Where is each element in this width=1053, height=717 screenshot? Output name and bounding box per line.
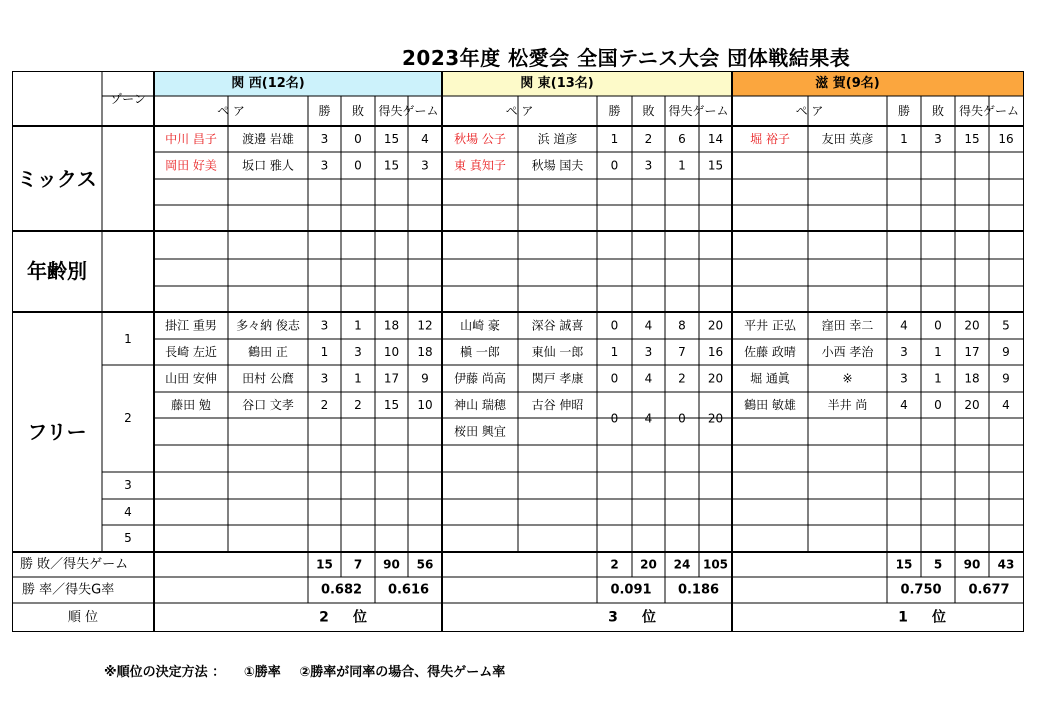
rank-suffix: 位 <box>642 609 656 626</box>
loss-header: 敗 <box>931 104 945 118</box>
total-games-lost: 56 <box>416 557 434 572</box>
total-loss: 20 <box>640 557 657 572</box>
cell-games-won: 8 <box>678 318 686 333</box>
cell-games-lost: 10 <box>417 398 433 412</box>
pair-player1: 桜田 興宜 <box>454 424 506 439</box>
cell-win: 4 <box>900 318 908 333</box>
total-games-won: 90 <box>963 557 981 572</box>
zone-header: ゾーン <box>110 92 146 106</box>
cell-games-won: 10 <box>383 345 400 359</box>
pair-player1: 槇 一郎 <box>460 345 500 359</box>
cell-loss: 3 <box>354 345 362 359</box>
free-zone-1: 1 <box>124 332 132 346</box>
cell-win: 1 <box>900 132 908 146</box>
ranking-note-rule2: ②勝率が同率の場合、得失ゲーム率 <box>299 665 506 680</box>
cell-loss: 1 <box>934 371 942 386</box>
cell-games-won: 0 <box>678 411 686 426</box>
pair-player2: 秋場 国夫 <box>531 158 584 173</box>
page-title: 2023年度 松愛会 全国テニス大会 団体戦結果表 <box>402 46 851 70</box>
pair-player1: 秋場 公子 <box>454 132 506 146</box>
total-games-lost: 105 <box>702 557 729 572</box>
pair-player1: 佐藤 政晴 <box>744 345 796 359</box>
pair-player1: 岡田 好美 <box>165 158 217 173</box>
pair-header: ペ ア <box>795 104 824 118</box>
ranking-note <box>104 661 519 680</box>
cell-games-won: 15 <box>383 398 400 412</box>
cell-games-won: 20 <box>964 398 980 412</box>
cell-win: 3 <box>320 371 329 386</box>
pair-player1: 堀 裕子 <box>750 132 790 146</box>
rank-number: 2 <box>319 609 329 626</box>
pair-player1: 東 真知子 <box>454 158 506 173</box>
pair-player2: 窪田 幸二 <box>821 318 874 333</box>
cell-win: 3 <box>320 132 329 146</box>
cell-loss: 0 <box>354 132 362 146</box>
cell-games-won: 20 <box>964 318 980 333</box>
rank-label: 順 位 <box>67 610 99 625</box>
free-zone-5: 5 <box>124 531 132 545</box>
cell-games-lost: 20 <box>707 411 724 426</box>
game-rate: 0.677 <box>968 582 1010 598</box>
pair-player1: 神山 瑞穂 <box>454 398 506 412</box>
cell-loss: 4 <box>644 371 653 386</box>
pair-header: ペ ア <box>217 104 245 118</box>
team-name: 関 東(13名) <box>520 76 594 91</box>
win-rate: 0.091 <box>610 582 652 598</box>
pair-player1: 山田 安伸 <box>165 371 217 386</box>
cell-loss: 4 <box>644 411 653 426</box>
cell-games-lost: 5 <box>1002 318 1010 333</box>
cell-games-lost: 4 <box>1002 398 1010 412</box>
loss-header: 敗 <box>642 104 655 118</box>
total-loss: 5 <box>933 557 943 572</box>
total-games-lost: 43 <box>997 557 1015 572</box>
total-games-won: 90 <box>383 557 400 572</box>
pair-player2: ※ <box>842 371 853 386</box>
results-table-grid <box>12 71 1024 632</box>
cell-win: 1 <box>320 345 329 359</box>
cell-win: 0 <box>610 371 619 386</box>
category-free: フリー <box>27 420 87 444</box>
pair-player2: 田村 公麿 <box>242 371 294 386</box>
pair-player1: 中川 昌子 <box>165 132 217 146</box>
pair-player2: 東仙 一郎 <box>531 345 584 359</box>
pair-player1: 掛江 重男 <box>165 318 217 333</box>
rank-suffix: 位 <box>932 609 946 626</box>
pair-player2: 鶴田 正 <box>248 345 288 359</box>
games-header: 得失ゲーム <box>378 104 439 118</box>
pair-player2: 深谷 誠喜 <box>531 318 584 333</box>
cell-loss: 1 <box>354 318 362 333</box>
cell-loss: 0 <box>934 318 942 333</box>
cell-loss: 3 <box>934 132 942 146</box>
cell-loss: 1 <box>934 345 942 359</box>
category-mixed: ミックス <box>17 167 97 191</box>
total-win: 2 <box>610 557 619 572</box>
cell-games-won: 17 <box>383 371 400 386</box>
cell-win: 0 <box>610 318 619 333</box>
games-header: 得失ゲーム <box>668 104 729 118</box>
pair-player2: 渡邉 岩雄 <box>242 132 294 146</box>
cell-loss: 0 <box>934 398 942 412</box>
cell-games-lost: 18 <box>417 345 433 359</box>
pair-player2: 多々納 俊志 <box>236 318 300 333</box>
pair-player2: 友田 英彦 <box>821 132 874 146</box>
cell-games-lost: 15 <box>707 158 724 173</box>
cell-win: 0 <box>610 411 619 426</box>
cell-games-lost: 16 <box>998 132 1014 146</box>
pair-player1: 鶴田 敏雄 <box>744 398 796 412</box>
pair-player1: 平井 正弘 <box>744 318 796 333</box>
cell-win: 3 <box>900 371 908 386</box>
category-age: 年齢別 <box>27 259 87 283</box>
cell-games-lost: 4 <box>421 132 429 146</box>
team-name: 関 西(12名) <box>231 76 305 91</box>
total-games-won: 24 <box>673 557 691 572</box>
win-header: 勝 <box>608 104 621 118</box>
cell-games-won: 1 <box>678 158 686 173</box>
cell-games-lost: 9 <box>1002 371 1010 386</box>
cell-games-lost: 9 <box>421 371 429 386</box>
cell-loss: 4 <box>644 318 653 333</box>
rank-number: 1 <box>898 609 908 626</box>
cell-win: 3 <box>900 345 908 359</box>
games-header: 得失ゲーム <box>958 104 1020 118</box>
cell-games-won: 15 <box>964 132 980 146</box>
cell-games-lost: 14 <box>707 132 724 146</box>
pair-player1: 山崎 豪 <box>460 318 500 333</box>
pair-player2: 谷口 文孝 <box>242 398 294 412</box>
pair-player2: 古谷 伸昭 <box>531 398 584 412</box>
cell-games-won: 17 <box>964 345 980 359</box>
total-win: 15 <box>316 557 333 572</box>
ranking-note-rule1: ①勝率 <box>243 665 281 680</box>
cell-games-lost: 9 <box>1002 345 1010 359</box>
totals-label: 勝 敗／得失ゲーム <box>20 557 129 572</box>
cell-win: 3 <box>320 158 329 173</box>
rank-number: 3 <box>608 609 618 626</box>
cell-loss: 3 <box>644 345 653 359</box>
cell-games-won: 7 <box>678 345 686 359</box>
cell-games-lost: 16 <box>707 345 724 359</box>
team-name: 滋 賀(9名) <box>815 76 880 91</box>
pair-player2: 坂口 雅人 <box>242 158 294 173</box>
cell-win: 1 <box>610 345 619 359</box>
pair-player1: 長崎 左近 <box>165 345 217 359</box>
free-zone-3: 3 <box>124 478 132 492</box>
total-win: 15 <box>895 557 913 572</box>
cell-games-lost: 12 <box>417 318 433 333</box>
pair-header: ペ ア <box>505 104 534 118</box>
cell-games-lost: 3 <box>421 158 429 173</box>
pair-player2: 関戸 孝康 <box>531 371 584 386</box>
rate-label: 勝 率／得失G率 <box>22 582 115 598</box>
cell-loss: 2 <box>644 132 653 146</box>
cell-loss: 0 <box>354 158 362 173</box>
cell-games-lost: 20 <box>707 371 724 386</box>
cell-games-won: 18 <box>383 318 400 333</box>
win-header: 勝 <box>897 104 911 118</box>
cell-win: 0 <box>610 158 619 173</box>
pair-player2: 浜 道彦 <box>537 132 578 146</box>
cell-games-lost: 20 <box>707 318 724 333</box>
cell-win: 3 <box>320 318 329 333</box>
loss-header: 敗 <box>351 104 365 118</box>
cell-loss: 2 <box>354 398 362 412</box>
pair-player1: 藤田 勉 <box>171 398 211 412</box>
free-zone-4: 4 <box>124 505 132 519</box>
win-header: 勝 <box>318 104 331 118</box>
pair-player2: 小西 孝治 <box>821 345 874 359</box>
results-table <box>12 71 1024 632</box>
pair-player2: 半井 尚 <box>827 398 868 412</box>
ranking-note-lead: ※順位の決定方法 ： <box>104 665 226 680</box>
game-rate: 0.616 <box>387 582 430 598</box>
cell-win: 4 <box>900 398 908 412</box>
cell-games-won: 6 <box>678 132 686 146</box>
cell-games-won: 2 <box>678 371 686 386</box>
cell-games-won: 18 <box>964 371 980 386</box>
free-zone-2: 2 <box>124 411 132 425</box>
cell-win: 1 <box>610 132 619 146</box>
cell-games-won: 15 <box>383 132 400 146</box>
pair-player1: 伊藤 尚高 <box>454 371 506 386</box>
win-rate: 0.682 <box>320 582 363 598</box>
game-rate: 0.186 <box>677 582 720 598</box>
pair-player1: 堀 通眞 <box>750 371 790 386</box>
total-loss: 7 <box>353 557 363 572</box>
cell-loss: 1 <box>354 371 362 386</box>
cell-win: 2 <box>320 398 329 412</box>
rank-suffix: 位 <box>353 609 367 626</box>
cell-games-won: 15 <box>383 158 400 173</box>
win-rate: 0.750 <box>900 582 942 598</box>
cell-loss: 3 <box>644 158 653 173</box>
